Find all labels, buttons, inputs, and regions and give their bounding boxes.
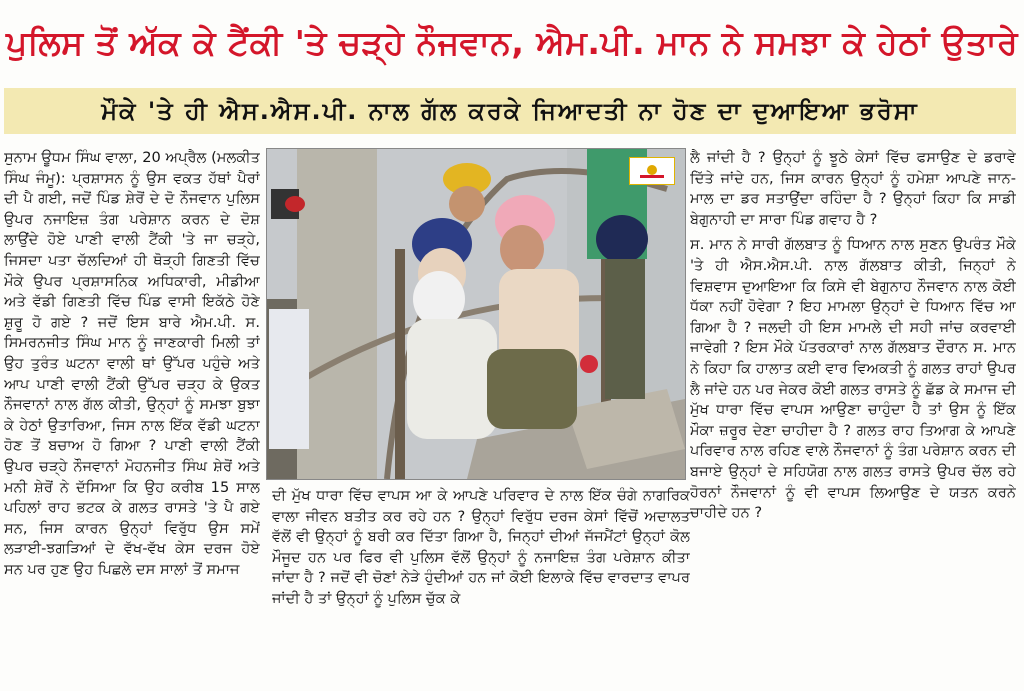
newspaper-logo-icon	[629, 157, 675, 185]
article-text: ਦੀ ਮੁੱਖ ਧਾਰਾ ਵਿੱਚ ਵਾਪਸ ਆ ਕੇ ਆਪਣੇ ਪਰਿਵਾਰ ਦੇ ਨਾਲ ਇੱਕ ਚੰਗੇ ਨਾਗਰਿਕ ਵਾਲਾ ਜੀਵਨ ਬਤੀਤ ਕਰ ਰਹੇ ਹਨ ? ਉਨ੍ਹਾਂ ਵਿਰੁੱਧ ਦਰਜ ਕੇਸਾਂ ਵਿੱਚੋਂ ਅਦਾਲਤ ਵੱਲੋਂ ਵੀ ਉਨ੍ਹਾਂ ਨੂੰ ਬਰੀ ਕਰ ਦਿੱਤਾ ਗਿਆ ਹੈ, ਜਿਨ੍ਹਾਂ ਦੀਆਂ ਜੱਜਮੈਂਟਾਂ ਉਨ੍ਹਾਂ ਕੋਲ ਮੌਜੂਦ ਹਨ ਪਰ ਫਿਰ ਵੀ ਪੁਲਿਸ ਵੱਲੋਂ ਉਨ੍ਹਾਂ ਨੂੰ ਨਜਾਇਜ਼ ਤੰਗ ਪਰੇਸ਼ਾਨ ਕੀਤਾ ਜਾਂਦਾ ਹੈ ? ਜਦੋਂ ਵੀ ਚੋਣਾਂ ਨੇੜੇ ਹੁੰਦੀਆਂ ਹਨ ਜਾਂ ਕੋਈ ਇਲਾਕੇ ਵਿੱਚ ਵਾਰਦਾਤ ਵਾਪਰ ਜਾਂਦੀ ਹੈ ਤਾਂ ਉਨ੍ਹਾਂ ਨੂੰ ਪੁਲਿਸ ਚੁੱਕ ਕੇ	[272, 487, 690, 607]
article-column-1	[4, 148, 260, 688]
article-text: ਲੈ ਜਾਂਦੀ ਹੈ ? ਉਨ੍ਹਾਂ ਨੂੰ ਝੂਠੇ ਕੇਸਾਂ ਵਿੱਚ ਫਸਾਉਣ ਦੇ ਡਰਾਵੇ ਦਿੱਤੇ ਜਾਂਦੇ ਹਨ, ਜਿਸ ਕਾਰਨ ਉਨ੍ਹਾਂ ਨੂੰ ਹਮੇਸ਼ਾ ਆਪਣੇ ਜਾਨ-ਮਾਲ ਦਾ ਡਰ ਸਤਾਉਂਦਾ ਰਹਿੰਦਾ ਹੈ ? ਉਨ੍ਹਾਂ ਕਿਹਾ ਕਿ ਸਾਡੀ ਬੇਗੁਨਾਹੀ ਦਾ ਸਾਰਾ ਪਿੰਡ ਗਵਾਹ ਹੈ ?	[690, 149, 1016, 228]
article-column-2	[272, 486, 690, 686]
news-photo	[266, 148, 686, 480]
headline: ਪੁਲਿਸ ਤੋਂ ਅੱਕ ਕੇ ਟੈਂਕੀ 'ਤੇ ਚੜ੍ਹੇ ਨੌਜਵਾਨ, ਐਮ.ਪੀ. ਮਾਨ ਨੇ ਸਮਝਾ ਕੇ ਹੇਠਾਂ ਉਤਾਰੇ	[5, 23, 1019, 62]
photo-illustration	[267, 149, 685, 479]
subheadline: ਮੌਕੇ 'ਤੇ ਹੀ ਐਸ.ਐਸ.ਪੀ. ਨਾਲ ਗੱਲ ਕਰਕੇ ਜਿਆਦਤੀ ਨਾ ਹੋਣ ਦਾ ਦੁਆਇਆ ਭਰੋਸਾ	[4, 88, 1016, 134]
article-text: ਸੁਨਾਮ ਊਧਮ ਸਿੰਘ ਵਾਲਾ, 20 ਅਪ੍ਰੈਲ (ਮਲਕੀਤ ਸਿੰਘ ਜੰਮੂ): ਪ੍ਰਸ਼ਾਸਨ ਨੂੰ ਉਸ ਵਕਤ ਹੱਥਾਂ ਪੈਰਾਂ ਦੀ ਪੈ ਗਈ, ਜਦੋਂ ਪਿੰਡ ਸ਼ੇਰੋਂ ਦੇ ਦੋ ਨੌਜਵਾਨ ਪੁਲਿਸ ਉਪਰ ਨਜਾਇਜ਼ ਤੰਗ ਪਰੇਸ਼ਾਨ ਕਰਨ ਦੇ ਦੋਸ਼ ਲਾਉਂਦੇ ਹੋਏ ਪਾਣੀ ਵਾਲੀ ਟੈਂਕੀ 'ਤੇ ਜਾ ਚੜ੍ਹੇ, ਜਿਸਦਾ ਪਤਾ ਚੱਲਦਿਆਂ ਹੀ ਥੋੜ੍ਹੀ ਗਿਣਤੀ ਵਿੱਚ ਮੌਕੇ ਉਪਰ ਪ੍ਰਸ਼ਾਸਨਿਕ ਅਧਿਕਾਰੀ, ਮੀਡੀਆ ਅਤੇ ਵੱਡੀ ਗਿਣਤੀ ਵਿੱਚ ਪਿੰਡ ਵਾਸੀ ਇਕੱਠੇ ਹੋਣੇ ਸ਼ੁਰੂ ਹੋ ਗਏ ? ਜਦੋਂ ਇਸ ਬਾਰੇ ਐਮ.ਪੀ. ਸ. ਸਿਮਰਨਜੀਤ ਸਿੰਘ ਮਾਨ ਨੂੰ ਜਾਣਕਾਰੀ ਮਿਲੀ ਤਾਂ ਉਹ ਤੁਰੰਤ ਘਟਨਾ ਵਾਲੀ ਥਾਂ ਉੱਪਰ ਪਹੁੰਚੇ ਅਤੇ ਆਪ ਪਾਣੀ ਵਾਲੀ ਟੈਂਕੀ ਉੱਪਰ ਚੜ੍ਹ ਕੇ ਉਕਤ ਨੌਜਵਾਨਾਂ ਨਾਲ ਗੱਲ ਕੀਤੀ, ਉਨ੍ਹਾਂ ਨੂੰ ਸਮਝਾ ਬੁਝਾ ਕੇ ਹੇਠਾਂ ਉਤਾਰਿਆ, ਜਿਸ ਨਾਲ ਇੱਕ ਵੱਡੀ ਘਟਨਾ ਹੋਣ ਤੋਂ ਬਚਾਅ ਹੋ ਗਿਆ ? ਪਾਣੀ ਵਾਲੀ ਟੈਂਕੀ ਉਪਰ ਚੜ੍ਹੇ ਨੌਜਵਾਨਾਂ ਮੋਹਨਜੀਤ ਸਿੰਘ ਸ਼ੇਰੋਂ ਅਤੇ ਮਨੀ ਸ਼ੇਰੋਂ ਨੇ ਦੱਸਿਆ ਕਿ ਉਹ ਕਰੀਬ 15 ਸਾਲ ਪਹਿਲਾਂ ਰਾਹ ਭਟਕ ਕੇ ਗਲਤ ਰਾਸਤੇ 'ਤੇ ਪੈ ਗਏ ਸਨ, ਜਿਸ ਕਾਰਨ ਉਨ੍ਹਾਂ ਵਿਰੁੱਧ ਉਸ ਸਮੇਂ ਲੜਾਈ-ਝਗੜਿਆਂ ਦੇ ਵੱਖ-ਵੱਖ ਕੇਸ ਦਰਜ ਹੋਏ ਸਨ ਪਰ ਹੁਣ ਉਹ ਪਿਛਲੇ ਦਸ ਸਾਲਾਂ ਤੋਂ ਸਮਾਜ	[4, 149, 260, 578]
article-column-3	[690, 148, 1016, 688]
article-text: ਸ. ਮਾਨ ਨੇ ਸਾਰੀ ਗੱਲਬਾਤ ਨੂੰ ਧਿਆਨ ਨਾਲ ਸੁਣਨ ਉਪਰੰਤ ਮੌਕੇ 'ਤੇ ਹੀ ਐਸ.ਐਸ.ਪੀ. ਨਾਲ ਗੱਲਬਾਤ ਕੀਤੀ, ਜਿਨ੍ਹਾਂ ਨੇ ਵਿਸ਼ਵਾਸ ਦੁਆਇਆ ਕਿ ਕਿਸੇ ਵੀ ਬੇਗੁਨਾਹ ਨੌਜਵਾਨ ਨਾਲ ਕੋਈ ਧੱਕਾ ਨਹੀਂ ਹੋਵੇਗਾ ? ਇਹ ਮਾਮਲਾ ਉਨ੍ਹਾਂ ਦੇ ਧਿਆਨ ਵਿੱਚ ਆ ਗਿਆ ਹੈ ? ਜਲਦੀ ਹੀ ਇਸ ਮਾਮਲੇ ਦੀ ਸਹੀ ਜਾਂਚ ਕਰਵਾਈ ਜਾਵੇਗੀ ? ਇਸ ਮੌਕੇ ਪੱਤਰਕਾਰਾਂ ਨਾਲ ਗੱਲਬਾਤ ਦੌਰਾਨ ਸ. ਮਾਨ ਨੇ ਕਿਹਾ ਕਿ ਹਾਲਾਤ ਕਈ ਵਾਰ ਵਿਅਕਤੀ ਨੂੰ ਗਲਤ ਰਾਹਾਂ ਉਪਰ ਲੈ ਜਾਂਦੇ ਹਨ ਪਰ ਜੇਕਰ ਕੋਈ ਗਲਤ ਰਾਸਤੇ ਨੂੰ ਛੱਡ ਕੇ ਸਮਾਜ ਦੀ ਮੁੱਖ ਧਾਰਾ ਵਿੱਚ ਵਾਪਸ ਆਉਣਾ ਚਾਹੁੰਦਾ ਹੈ ਤਾਂ ਉਸ ਨੂੰ ਇੱਕ ਮੌਕਾ ਜ਼ਰੂਰ ਦੇਣਾ ਚਾਹੀਦਾ ਹੈ ? ਗਲਤ ਰਾਹ ਤਿਆਗ ਕੇ ਆਪਣੇ ਪਰਿਵਾਰ ਨਾਲ ਰਹਿਣ ਵਾਲੇ ਨੌਜਵਾਨਾਂ ਨੂੰ ਤੰਗ ਪਰੇਸ਼ਾਨ ਕਰਨ ਦੀ ਬਜਾਏ ਉਨ੍ਹਾਂ ਦੇ ਸਹਿਯੋਗ ਨਾਲ ਗਲਤ ਰਾਸਤੇ ਉਪਰ ਚੱਲ ਰਹੇ ਹੋਰਨਾਂ ਨੌਜਵਾਨਾਂ ਨੂੰ ਵੀ ਵਾਪਸ ਲਿਆਉਣ ਦੇ ਯਤਨ ਕਰਨੇ ਚਾਹੀਦੇ ਹਨ ?	[690, 236, 1016, 522]
